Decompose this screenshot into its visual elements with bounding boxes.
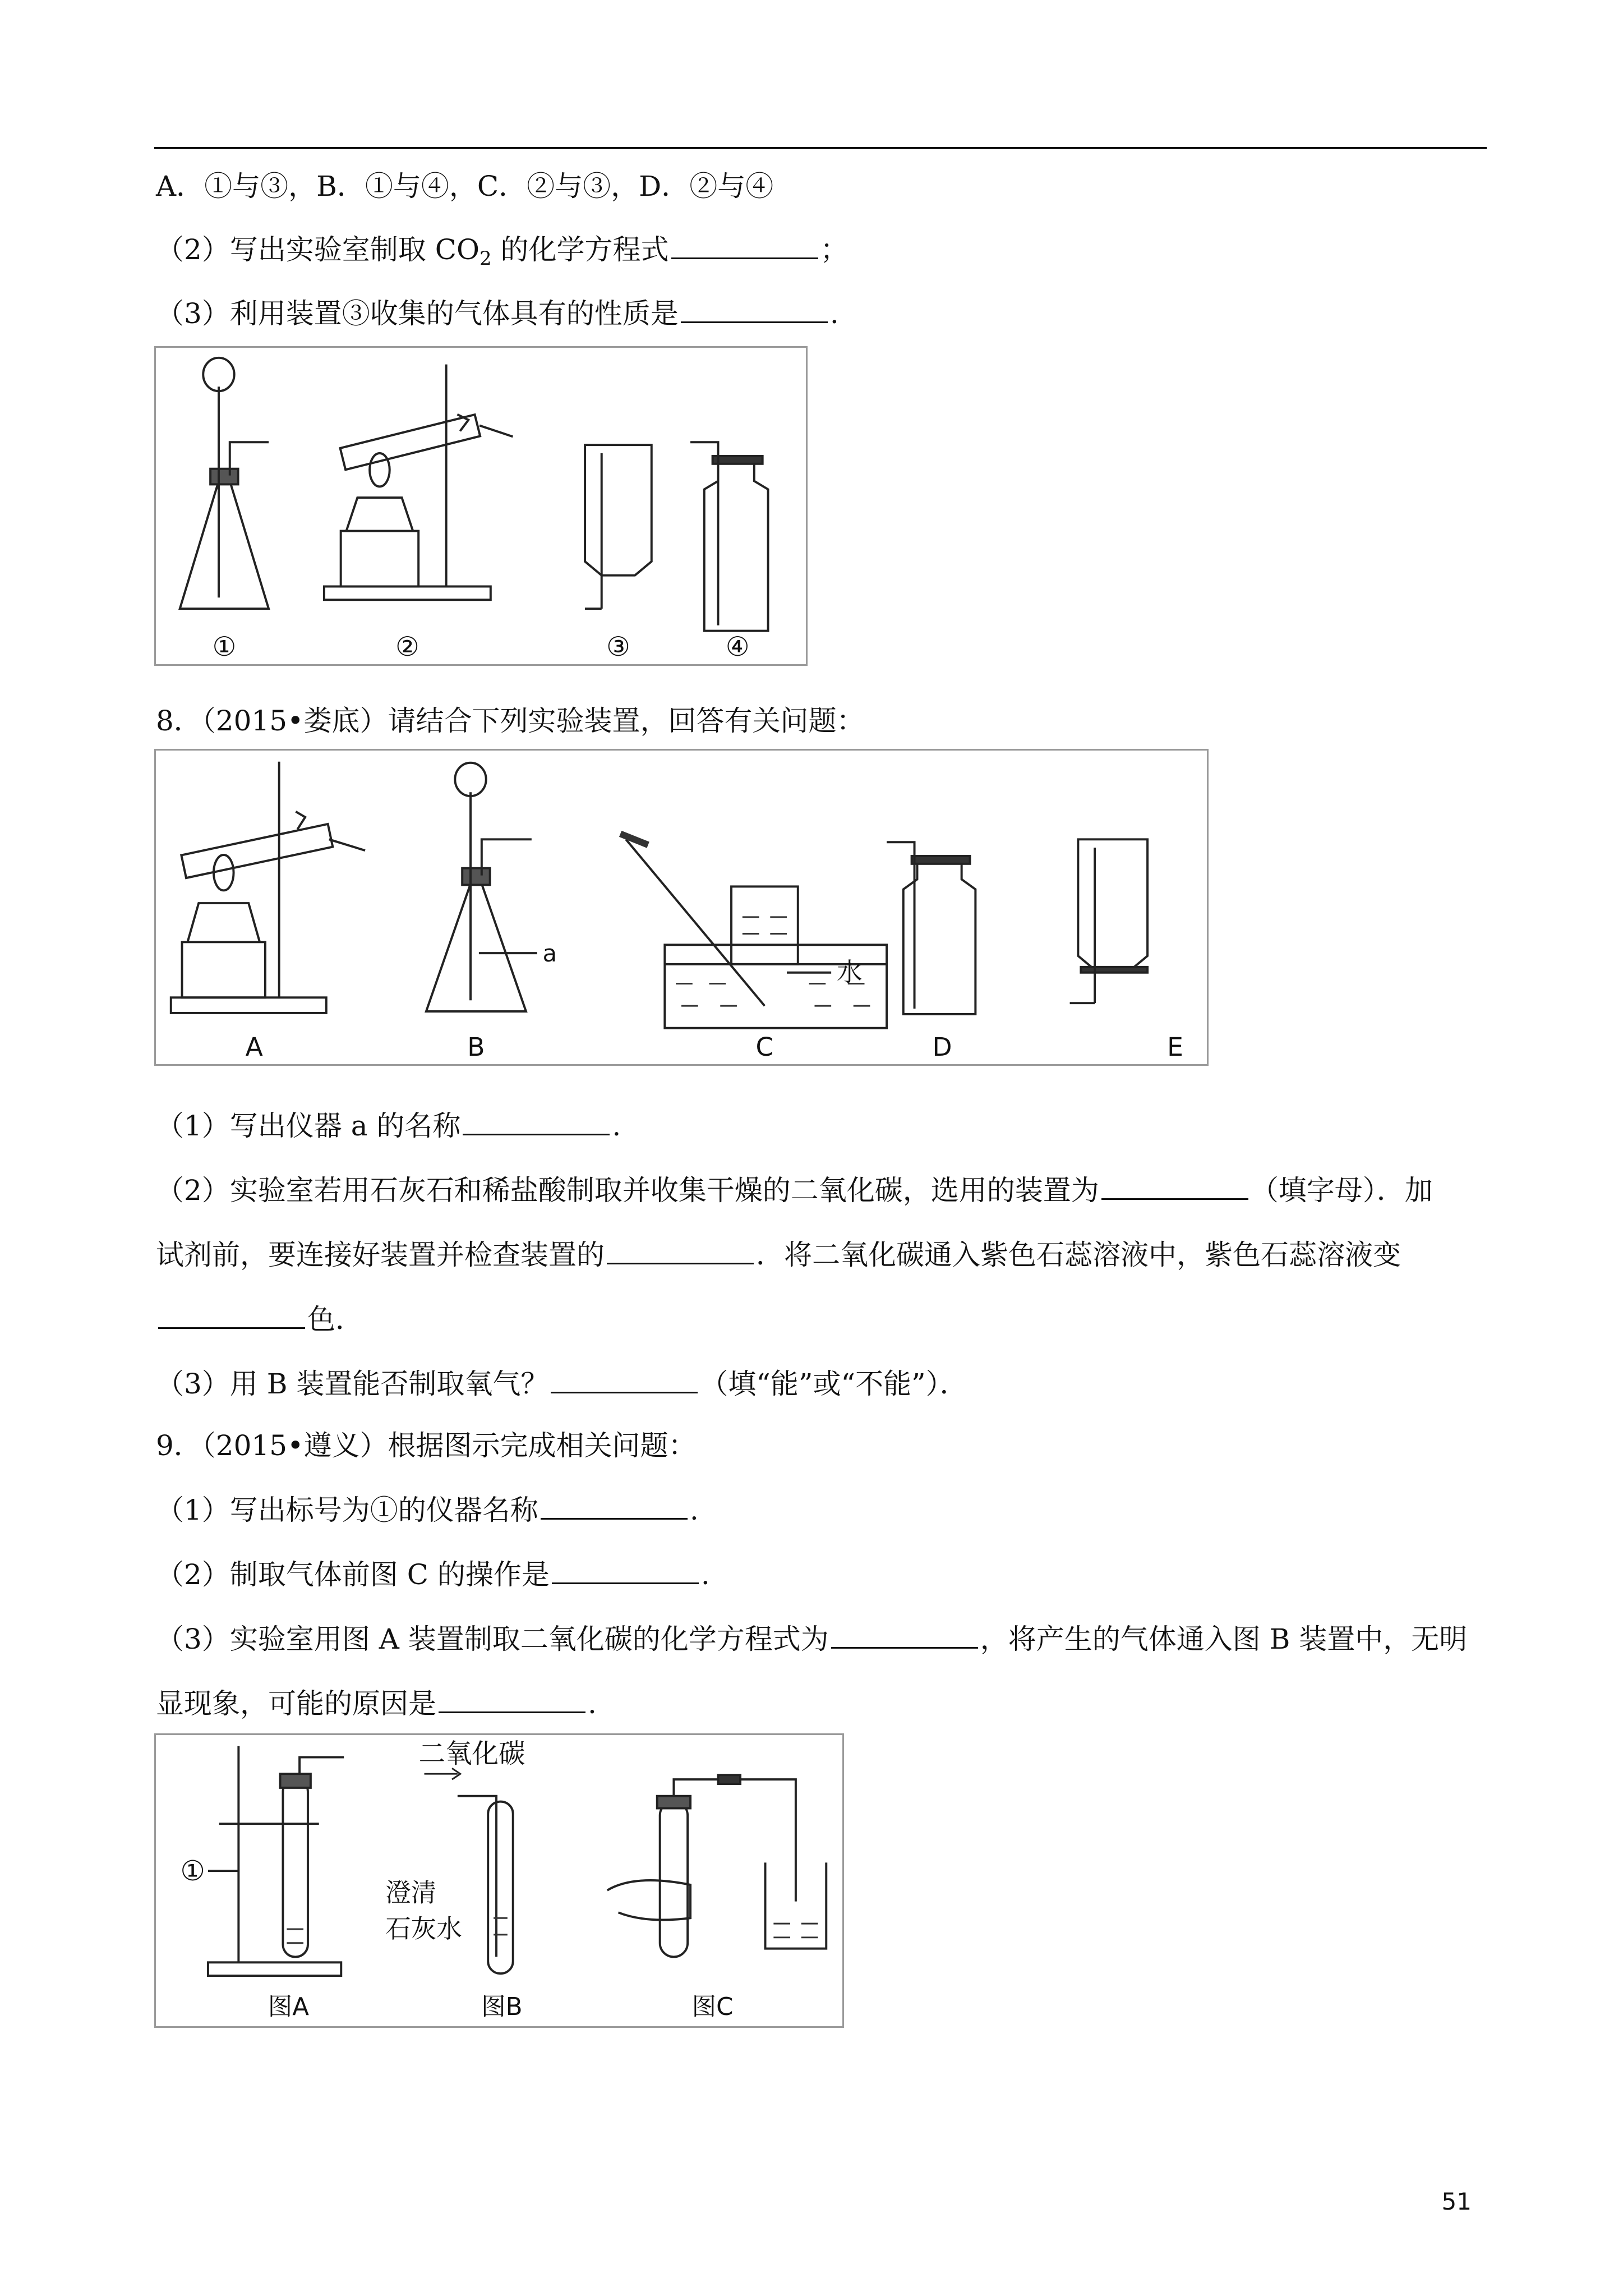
answer-blank[interactable] [1101,1172,1248,1200]
fig-label: E [1167,1032,1183,1062]
page-number: 51 [1441,2188,1472,2215]
fig-label: D [932,1032,952,1062]
label-lime-2: 石灰水 [385,1913,462,1944]
q9-apparatus-figure [154,1733,844,2028]
q8-part3: （3）用 B 装置能否制取氧气？ （填“能”或“不能”）． [156,1366,968,1402]
q7-apparatus-figure [154,346,808,666]
q7-part3: （3）利用装置③收集的气体具有的性质是 . [156,296,839,332]
q8-stem: 8．（2015•娄底）请结合下列实验装置，回答有关问题： [156,705,865,737]
answer-blank[interactable] [463,1108,610,1135]
answer-blank[interactable] [831,1621,978,1649]
q9-part3-line2: 显现象，可能的原因是 . [156,1686,597,1722]
label-a: a [542,939,557,967]
q7-part2: （2）写出实验室制取 $CO_2$ 的化学方程式 ； [156,232,849,277]
q8-part1: （1）写出仪器 a 的名称 . [156,1108,621,1144]
answer-blank[interactable] [439,1686,585,1713]
answer-blank[interactable] [671,232,818,259]
q7-apparatus-drawing [156,348,806,664]
q8-part2-line1: （2）实验室若用石灰石和稀盐酸制取并收集干燥的二氧化碳，选用的装置为 （填字母）．加 [156,1172,1433,1208]
q9-part2: （2）制取气体前图 C 的操作是 . [156,1557,710,1593]
q8-part2-line3: 色． [156,1301,363,1337]
fig-label: ② [395,632,419,663]
fig-label: ④ [725,632,750,663]
fig-label: ① [212,632,237,663]
q8-part2-line2: 试剂前，要连接好装置并检查装置的 ．将二氧化碳通入紫色石蕊溶液中，紫色石蕊溶液变 [156,1237,1401,1273]
header-rule [154,147,1487,149]
label-lime-1: 澄清 [385,1878,437,1908]
fig-label: 图B [481,1993,523,2022]
answer-blank[interactable] [552,1557,699,1584]
label-1: ① [180,1855,205,1888]
q7-options: A．①与③，B．①与④，C．②与③，D．②与④ [156,170,774,203]
q8-apparatus-drawing [156,751,1207,1064]
fig-label: C [755,1032,774,1062]
q9-stem: 9．（2015•遵义）根据图示完成相关问题： [156,1429,697,1462]
label-co2: 二氧化碳 [418,1738,525,1770]
label-water: 水 [837,957,863,987]
fig-label: 图A [268,1993,309,2022]
answer-blank[interactable] [551,1366,698,1393]
answer-blank[interactable] [607,1237,754,1264]
q9-apparatus-drawing [156,1735,842,2026]
fig-label: A [245,1032,263,1062]
q9-part1: （1）写出标号为①的仪器名称 . [156,1492,699,1528]
q9-part3-line1: （3）实验室用图 A 装置制取二氧化碳的化学方程式为 ，将产生的气体通入图 B 装置中，无明 [156,1621,1467,1657]
fig-label: 图C [691,1993,734,2022]
answer-blank[interactable] [681,296,828,323]
answer-blank[interactable] [541,1492,688,1520]
fig-label: ③ [606,632,630,663]
fig-label: B [467,1032,485,1062]
answer-blank[interactable] [158,1301,305,1329]
q8-apparatus-figure [154,749,1209,1066]
